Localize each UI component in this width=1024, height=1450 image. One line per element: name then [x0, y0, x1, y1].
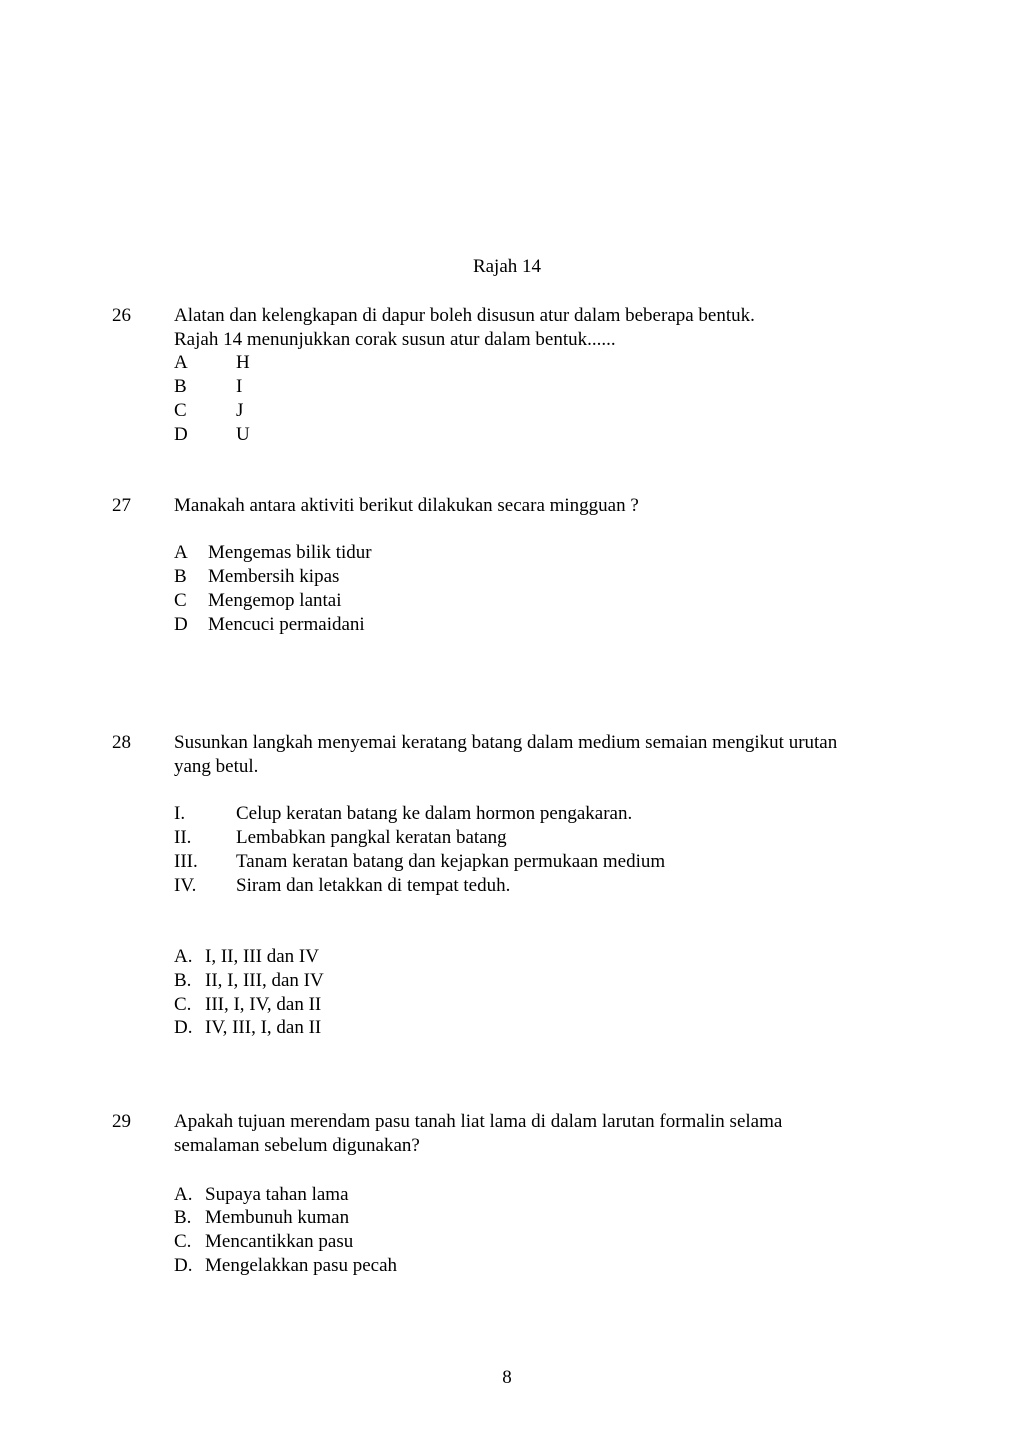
page-number: 8: [502, 1367, 512, 1388]
option-text: Mengemop lantai: [208, 590, 342, 611]
question-text-line: semalaman sebelum digunakan?: [174, 1135, 420, 1156]
option-text: J: [236, 400, 244, 421]
question-text-line: Apakah tujuan merendam pasu tanah liat lama di dalam larutan formalin selama: [174, 1111, 783, 1132]
option-text: I, II, III dan IV: [205, 946, 319, 967]
option-text: III, I, IV, dan II: [205, 994, 322, 1015]
option-text: Mencuci permaidani: [208, 614, 365, 635]
question-text-line: yang betul.: [174, 756, 259, 777]
option-text: IV, III, I, dan II: [205, 1017, 322, 1038]
option-letter: A.: [174, 946, 193, 967]
option-text: H: [236, 352, 250, 373]
step-text: Tanam keratan batang dan kejapkan permukaan medium: [236, 851, 666, 872]
question-number: 29: [112, 1111, 131, 1132]
step-numeral: IV.: [174, 875, 197, 896]
option-letter: A: [174, 352, 188, 373]
option-letter: B.: [174, 1207, 192, 1228]
option-letter: D: [174, 424, 188, 445]
option-text: Mengelakkan pasu pecah: [205, 1255, 398, 1276]
question-number: 26: [112, 305, 131, 326]
option-text: I: [236, 376, 243, 397]
option-letter: C.: [174, 994, 192, 1015]
option-text: Membersih kipas: [208, 566, 340, 587]
option-letter: A.: [174, 1184, 193, 1205]
option-text: U: [236, 424, 250, 445]
option-text: Mengemas bilik tidur: [208, 542, 372, 563]
option-letter: D: [174, 614, 188, 635]
step-text: Lembabkan pangkal keratan batang: [236, 827, 507, 848]
question-text-line: Manakah antara aktiviti berikut dilakukan secara mingguan ?: [174, 495, 639, 516]
option-letter: D.: [174, 1255, 193, 1276]
option-text: Supaya tahan lama: [205, 1184, 349, 1205]
step-numeral: III.: [174, 851, 198, 872]
step-text: Celup keratan batang ke dalam hormon pengakaran.: [236, 803, 633, 824]
step-numeral: I.: [174, 803, 186, 824]
option-letter: C.: [174, 1231, 192, 1252]
option-text: Mencantikkan pasu: [205, 1231, 354, 1252]
option-letter: B.: [174, 970, 192, 991]
question-number: 27: [112, 495, 131, 516]
figure-caption: Rajah 14: [472, 256, 542, 277]
question-text-line: Rajah 14 menunjukkan corak susun atur dalam bentuk......: [174, 329, 616, 350]
step-text: Siram dan letakkan di tempat teduh.: [236, 875, 511, 896]
option-letter: B: [174, 376, 187, 397]
question-text-line: Susunkan langkah menyemai keratang batang dalam medium semaian mengikut urutan: [174, 732, 838, 753]
question-number: 28: [112, 732, 131, 753]
option-text: Membunuh kuman: [205, 1207, 350, 1228]
option-letter: B: [174, 566, 187, 587]
question-text-line: Alatan dan kelengkapan di dapur boleh disusun atur dalam beberapa bentuk.: [174, 305, 755, 326]
option-letter: C: [174, 400, 187, 421]
option-letter: A: [174, 542, 188, 563]
step-numeral: II.: [174, 827, 192, 848]
option-text: II, I, III, dan IV: [205, 970, 324, 991]
option-letter: D.: [174, 1017, 193, 1038]
option-letter: C: [174, 590, 187, 611]
